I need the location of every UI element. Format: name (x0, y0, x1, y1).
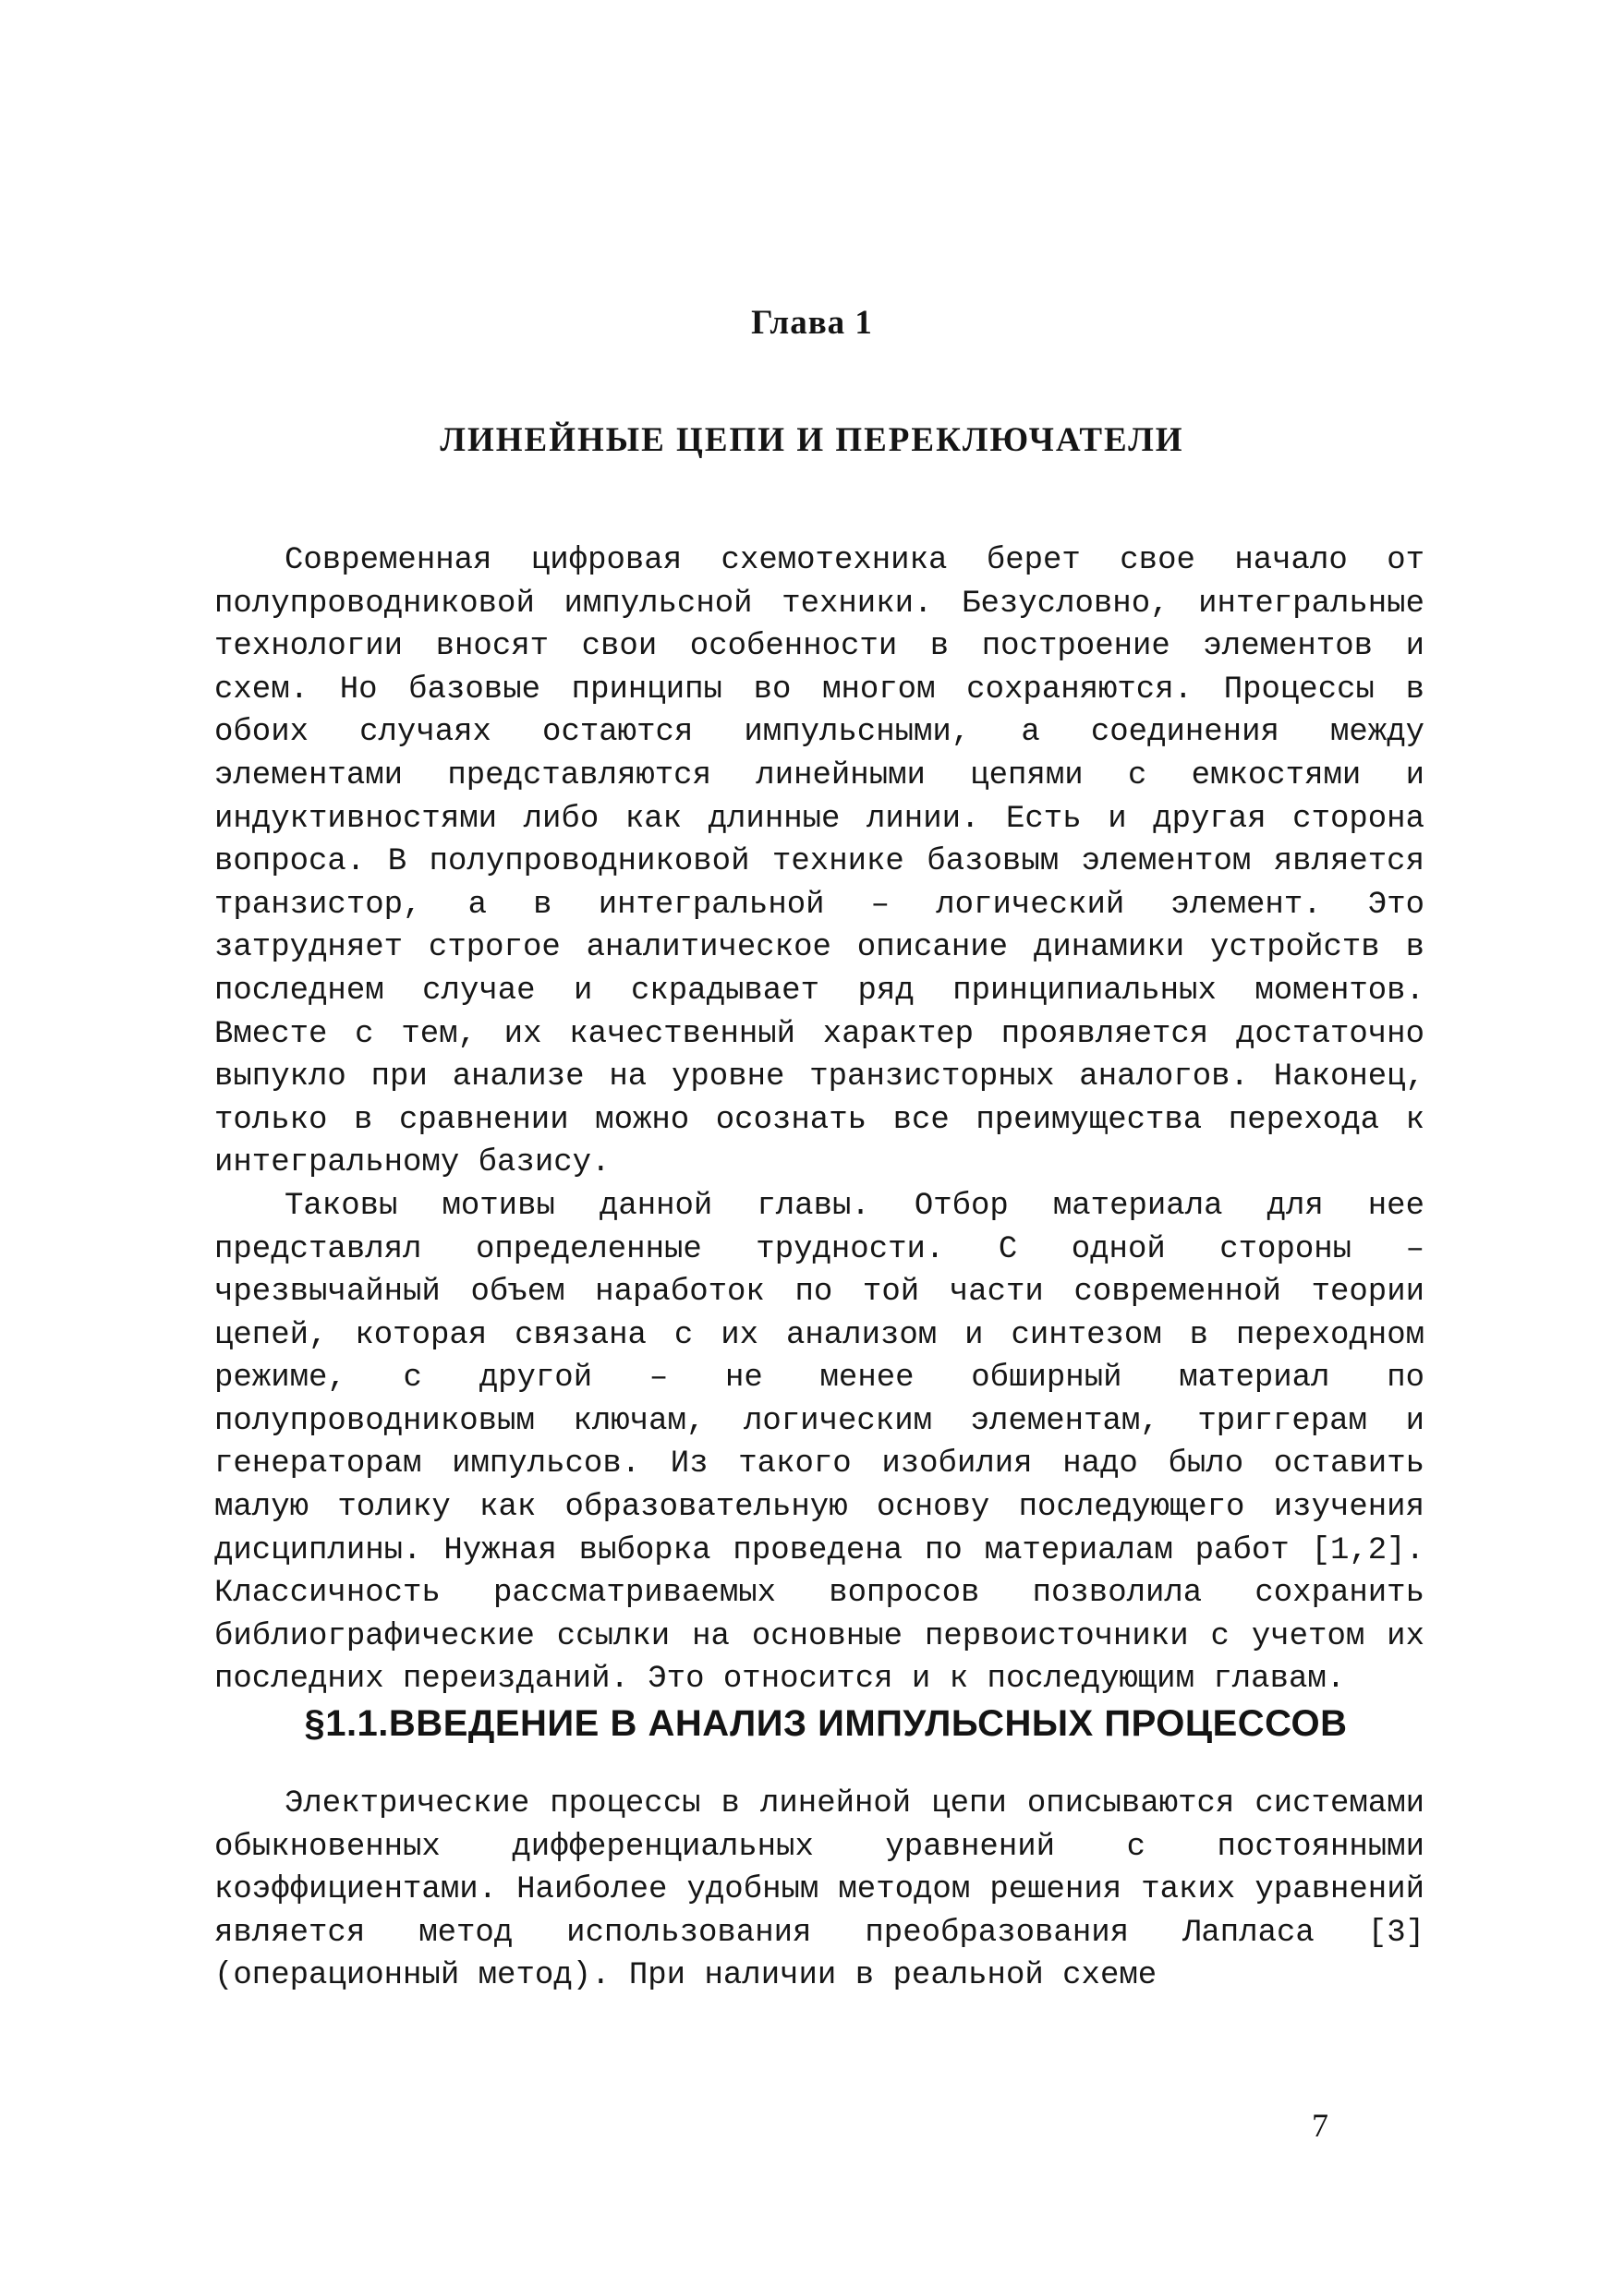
chapter-title: ЛИНЕЙНЫЕ ЦЕПИ И ПЕРЕКЛЮЧАТЕЛИ (440, 421, 1184, 459)
section-paragraph-1: Электрические процессы в линейной цепи описываются системами обыкновенных дифференциальных уравнений с постоянными коэффициентами. Наиболее удобным методом решения таких уравнений является метод использования преобразования Лапласа [3] (операционный метод). При наличии в реальной схеме (214, 1786, 1424, 1994)
intro-paragraph-1: Современная цифровая схемотехника берет свое начало от полупроводниковой импульсной техники. Безусловно, интегральные технологии вносят свои особенности в построение элементов и схем. Но базовые принципы во многом сохраняются. Процессы в обоих случаях остаются импульсными, а соединения между элементами представляются линейными цепями с емкостями и индуктивностями либо как длинные линии. Есть и другая сторона вопроса. В полупроводниковой технике базовым элементом является транзистор, а в интегральной – логический элемент. Это затрудняет строгое аналитическое описание динамики устройств в последнем случае и скрадывает ряд принципиальных моментов. Вместе с тем, их качественный характер проявляется достаточно выпукло при анализе на уровне транзисторных аналогов. Наконец, только в сравнении можно осознать все преимущества перехода к интегральному базису. (214, 543, 1424, 1181)
page-number: 7 (1312, 2107, 1328, 2144)
intro-paragraph-2: Таковы мотивы данной главы. Отбор материала для нее представлял определенные трудности. С одной стороны – чрезвычайный объем наработок по той части современной теории цепей, которая связана с их анализом и синтезом в переходном режиме, с другой – не менее обширный материал по полупроводниковым ключам, логическим элементам, триггерам и генераторам импульсов. Из такого изобилия надо было оставить малую толику как образовательную основу последующего изучения дисциплины. Нужная выборка проведена по материалам работ [1,2]. Классичность рассматриваемых вопросов позволила сохранить библиографические ссылки на основные первоисточники с учетом их последних переизданий. Это относится и к последующим главам. (214, 1188, 1424, 1698)
intro-text (214, 539, 1424, 1701)
chapter-label: Глава 1 (751, 304, 873, 342)
section-text (214, 1783, 1424, 1998)
section-heading: §1.1.ВВЕДЕНИЕ В АНАЛИЗ ИМПУЛЬСНЫХ ПРОЦЕССОВ (304, 1703, 1348, 1744)
